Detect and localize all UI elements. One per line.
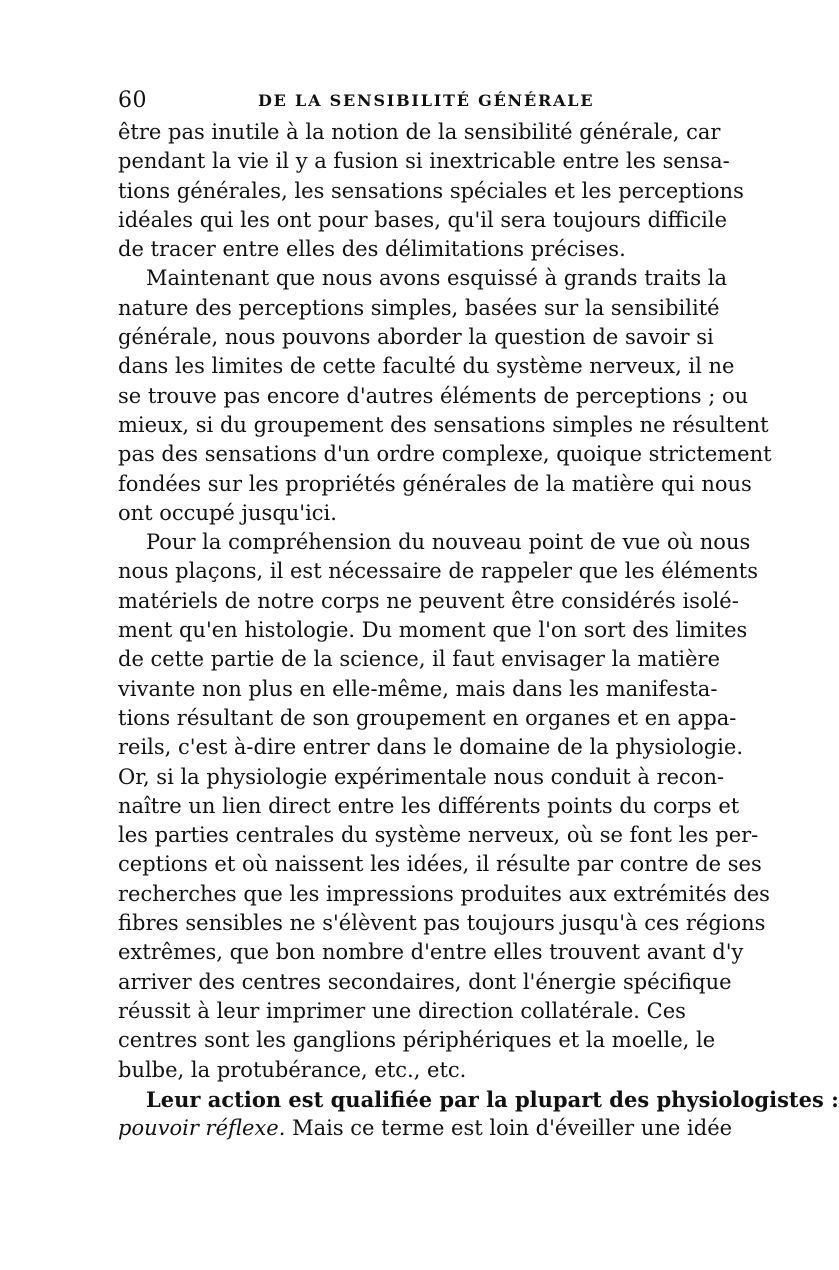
paragraph-start-line: Maintenant que nous avons esquissé à grands traits la xyxy=(146,266,728,291)
text-line: de tracer entre elles des délimitations précises. xyxy=(118,237,626,262)
text-line: de cette partie de la science, il faut envisager la matière xyxy=(118,647,721,672)
text-line: dans les limites de cette faculté du système nerveux, il ne xyxy=(118,354,735,379)
text-line: ment qu'en histologie. Du moment que l'on sort des limites xyxy=(118,618,748,643)
text-line: réussit à leur imprimer une direction collatérale. Ces xyxy=(118,998,686,1023)
text-line: générale, nous pouvons aborder la question de savoir si xyxy=(118,325,714,350)
text-line: matériels de notre corps ne peuvent être considérés isolé- xyxy=(118,588,739,613)
italic-term: pouvoir réflexe. xyxy=(118,1116,286,1141)
text-line: pendant la vie il y a fusion si inextricable entre les sensa- xyxy=(118,149,730,174)
text-line: se trouve pas encore d'autres éléments de perceptions ; ou xyxy=(118,383,749,408)
text-line: nature des perceptions simples, basées sur la sensibilité xyxy=(118,295,720,320)
text-line: extrêmes, que bon nombre d'entre elles trouvent avant d'y xyxy=(118,940,744,965)
paragraph-start-line: Leur action est qualifiée par la plupart des physiologistes : xyxy=(146,1086,839,1112)
text-line: idéales qui les ont pour bases, qu'il sera toujours difficile xyxy=(118,207,728,232)
text-line-mixed xyxy=(118,1114,733,1143)
text-line: centres sont les ganglions périphériques et la moelle, le xyxy=(118,1028,716,1053)
running-head: DE LA SENSIBILITÉ GÉNÉRALE xyxy=(258,91,595,110)
text-line: nous plaçons, il est nécessaire de rappeler que les éléments xyxy=(118,559,758,584)
text-line: bulbe, la protubérance, etc., etc. xyxy=(118,1057,467,1082)
page-header xyxy=(118,88,676,112)
text-line: pas des sensations d'un ordre complexe, quoique strictement xyxy=(118,442,772,467)
text-line: fibres sensibles ne s'élèvent pas toujours jusqu'à ces régions xyxy=(118,911,766,936)
text-line: être pas inutile à la notion de la sensibilité générale, car xyxy=(118,120,721,144)
text-line: fondées sur les propriétés générales de la matière qui nous xyxy=(118,471,752,496)
text-line: ceptions et où naissent les idées, il résulte par contre de ses xyxy=(118,852,762,877)
text-line: recherches que les impressions produites aux extrémités des xyxy=(118,881,770,906)
text-line: vivante non plus en elle-même, mais dans les manifesta- xyxy=(118,676,718,701)
text-line: tions résultant de son groupement en organes et en appa- xyxy=(118,705,737,730)
text-line: arriver des centres secondaires, dont l'énergie spécifique xyxy=(118,969,732,994)
paragraph-start-line: Pour la compréhension du nouveau point de vue où nous xyxy=(146,530,751,555)
text-body xyxy=(118,118,839,1143)
text-line: Or, si la physiologie expérimentale nous conduit à recon- xyxy=(118,764,725,789)
text-line: les parties centrales du système nerveux, où se font les per- xyxy=(118,823,759,848)
text-line: tions générales, les sensations spéciales et les perceptions xyxy=(118,178,744,203)
text-line: ont occupé jusqu'ici. xyxy=(118,500,337,525)
page-number: 60 xyxy=(118,88,147,113)
text-line: mieux, si du groupement des sensations simples ne résultent xyxy=(118,412,769,437)
line-remainder: Mais ce terme est loin d'éveiller une idée xyxy=(285,1116,733,1141)
text-line: naître un lien direct entre les différents points du corps et xyxy=(118,793,740,818)
text-line: reils, c'est à-dire entrer dans le domaine de la physiologie. xyxy=(118,735,744,760)
